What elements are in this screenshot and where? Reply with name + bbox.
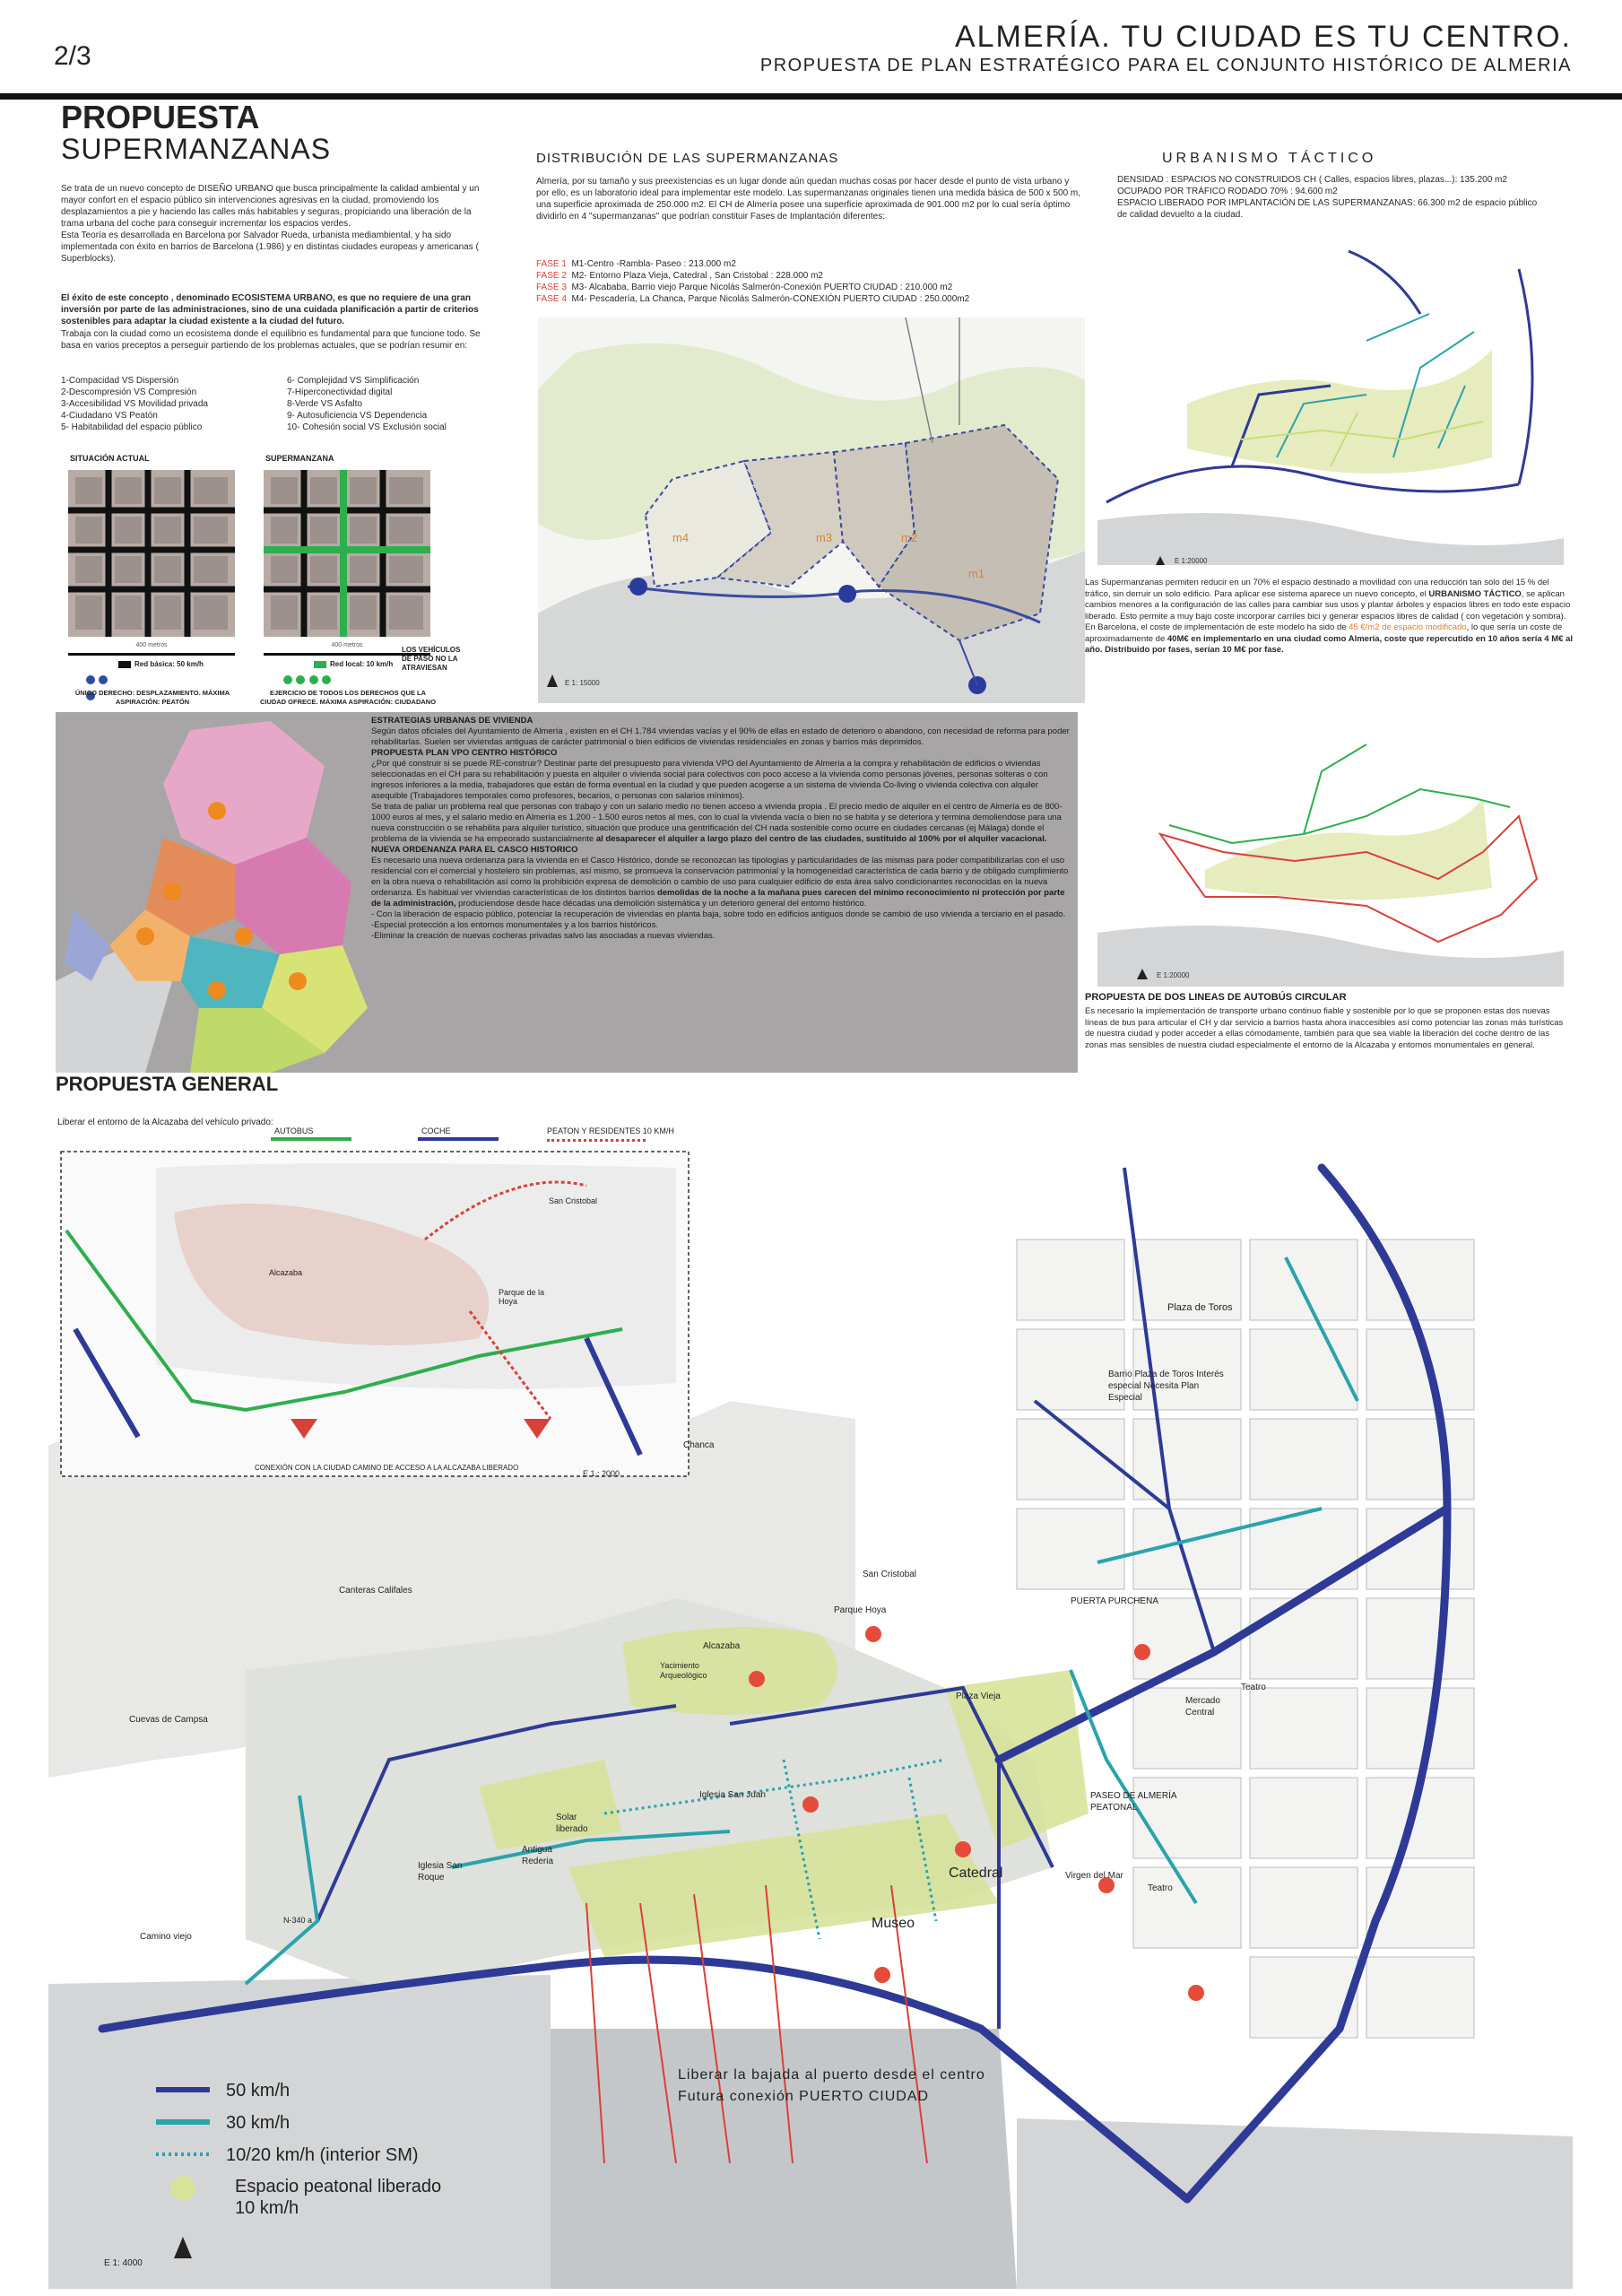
diagram-left-title: SITUACIÓN ACTUAL xyxy=(70,454,150,463)
label-catedral: Catedral xyxy=(949,1866,1003,1881)
label-canteras-califales: Canteras Califales xyxy=(339,1586,412,1596)
vivienda-p3-bold: al desaparecer el alquiler a largo plazo del centro de las ciudades, sustituido al 100% por el alquiler vacacional. xyxy=(595,834,1047,844)
inset-legend-autobus-line xyxy=(271,1137,351,1141)
principle-item: 3-Accesibilidad VS Movilidad privada xyxy=(61,399,208,409)
inset-legend-autobus: AUTOBUS xyxy=(274,1126,314,1135)
label-barrio-plaza-toros: Barrio Plaza de Toros Interés especial Necesita Plan Especial xyxy=(1108,1370,1224,1403)
vivienda-p2: ¿Por qué construir si se puede RE-construir? Destinar parte del presupuesto para vivienda VPO del Ayuntamiento de Almería a la compra y rehabilitación de edificios o viviendas seleccionadas en el CH para su rehabilitación y puesta en alquiler o vivienda social para colectivos con poco acceso a la vivienda como personas jóvenes, personas solteras o con ingresos inferiores a la media, trabajadores que están de forma eventual en la ciudad y que pueden acogerse a un sistema de vivienda Co-living o vivienda colectiva con alquiler asequible (Trabajadores temporales como profesores, becarios, o personas con salarios mínimos). xyxy=(371,759,1048,801)
label-n340: N-340 a xyxy=(283,1916,313,1925)
inset-label-san-cristobal: San Cristobal xyxy=(549,1196,598,1205)
principle-item: 9- Autosuficiencia VS Dependencia xyxy=(287,411,428,421)
grid-diagram-current xyxy=(68,470,235,637)
label-teatro-2: Teatro xyxy=(1148,1883,1173,1893)
vivienda-bullet: -Especial protección a los entornos monumentales y a los barrios históricos. xyxy=(371,920,658,930)
vivienda-h3: NUEVA ORDENANZA PARA EL CASCO HISTORICO xyxy=(371,845,578,855)
vivienda-h2: PROPUESTA PLAN VPO CENTRO HISTÓRICO xyxy=(371,748,558,758)
legend-50: 50 km/h xyxy=(226,2081,291,2100)
legend-peatonal: Espacio peatonal liberado 10 km/h xyxy=(235,2177,442,2218)
label-san-cristobal: San Cristobal xyxy=(863,1570,917,1579)
principles-right xyxy=(287,375,493,433)
urbanismo-text-b: , se aplican cambios menores a la configuración de las calles para cambiar sus usos y plantar árboles y espacios libres en todo este espacio liberado. Esto permite a muy bajo coste incorporar carriles bici y generar espacios libres de calidad ( con vegetación y sombra). En Barcelona, el coste de implementación de este modelo ha sido de xyxy=(1085,588,1571,632)
diagram-right-title: SUPERMANZANA xyxy=(265,454,334,463)
urbanismo-text-orange: 45 €/m2 de espacio modificado xyxy=(1349,622,1467,632)
bus-text: Es necesario la implementación de transporte urbano continuo fiable y sostenible por lo que se proponen estas dos nuevas líneas de bus para articular el CH y dar servicio a barrios hasta ahora inaccesibles así como potenciar las zonas más turísticas de nuestra ciudad y poder acceder a ellas cómodamente, también para que sea viable la liberación del coche dentro de las zonas mas sensibles de nuestra ciudad especialmente el entorno de la Alcazaba y entornos monumentales en general. xyxy=(1085,1006,1564,1050)
phase-list xyxy=(536,258,1083,305)
label-camino-viejo: Camino viejo xyxy=(140,1932,192,1942)
vivienda-p3-text: Se trata de paliar un problema real que personas con trabajo y con un salario medio no tienen acceso a vivienda propia . El precio medio de alquiler en el centro de Almería es de 800-1000 euros al mes, y el salario medio en Almería es 1.200 - 1.500 euros netos al mes, con lo cual la vivienda vacía o bien no se habita y se deteriora y termina demoliendose para una nueva construcción o se rehabilita para alquiler turístico, situación que produce una gentrificación del CH nada sostenible como ocurre en ciudades cercanas (ej Málaga) donde el problema de la vivienda se ha empeorado sustancialmente xyxy=(371,802,1063,844)
bus-scale: E 1:20000 xyxy=(1157,971,1190,979)
map-label-m1: m1 xyxy=(968,567,985,580)
principle-item: 5- Habitabilidad del espacio público xyxy=(61,422,203,432)
inset-legend-peaton: PEATON Y RESIDENTES 10 KM/H xyxy=(547,1126,674,1135)
map-label-m3: m3 xyxy=(816,531,833,544)
stat-line: ESPACIO LIBERADO POR IMPLANTACIÓN DE LAS SUPERMANZANAS: 66.300 m2 de espacio público de calidad devuelto a la ciudad. xyxy=(1117,198,1538,220)
page-subtitle: PROPUESTA DE PLAN ESTRATÉGICO PARA EL CONJUNTO HISTÓRICO DE ALMERIA xyxy=(759,56,1572,75)
map-label-m4: m4 xyxy=(672,531,690,544)
urbanismo-text xyxy=(1085,578,1573,657)
supermanzanas-intro: Se trata de un nuevo concepto de DISEÑO URBANO que busca principalmente la calidad ambiental y un mayor confort en el espacio público sin intervenciones agresivas en la ciudad, promoviendo los desplazamientos a pie y haciendo las calles más habitables y seguras, propiciando una liberación de la trama urbana del coche para conseguir incrementar los espacios verdes. Esta Teoría es desarrollada en Barcelona por Salvador Rueda, urbanista mediambiental, y ha sido implementada con éxito en barrios de Barcelona (1.986) y en distintas ciudades europeas y americanas ( Superblocks). xyxy=(61,184,480,264)
bus-lines-map xyxy=(1097,718,1564,987)
inset-legend-coche: COCHE xyxy=(421,1126,451,1135)
stat-line: OCUPADO POR TRÁFICO RODADO 70% : 94.600 m2 xyxy=(1117,187,1338,196)
principle-item: 2-Descompresión VS Compresión xyxy=(61,387,197,397)
caption-left: ÚNICO DERECHO: DESPLAZAMIENTO. MÁXIMA ASPIRACIÓN: PEATÓN xyxy=(74,689,230,706)
phase-item xyxy=(536,293,1083,305)
principle-item: 7-Hiperconectividad digital xyxy=(287,387,393,397)
urbanismo-title: URBANISMO TÁCTICO xyxy=(1162,151,1377,166)
map-label-m2: m2 xyxy=(901,531,918,544)
inset-legend-coche-line xyxy=(418,1137,499,1141)
label-mercado-central: Mercado Central xyxy=(1185,1696,1220,1718)
principle-item: 10- Cohesión social VS Exclusión social xyxy=(287,422,447,432)
principle-item: 4-Ciudadano VS Peatón xyxy=(61,411,158,421)
label-teatro: Teatro xyxy=(1241,1683,1266,1692)
principle-item: 1-Compacidad VS Dispersión xyxy=(61,376,179,386)
distribucion-title: DISTRIBUCIÓN DE LAS SUPERMANZANAS xyxy=(536,151,839,166)
phase-item xyxy=(536,282,1083,293)
urbanismo-text-c: , lo que sería un coste de aproximadamente de xyxy=(1085,622,1563,644)
propuesta-general-title: PROPUESTA GENERAL xyxy=(56,1073,279,1095)
section-title-propuesta: PROPUESTA xyxy=(61,99,260,135)
distribucion-scale: E 1: 15000 xyxy=(565,679,600,687)
phase-text: M1-Centro -Rambla- Paseo : 213.000 m2 xyxy=(571,259,736,269)
phase-text: M3- Alcababa, Barrio viejo Parque Nicolás Salmerón-Conexión PUERTO CIUDAD : 210.000 m2 xyxy=(571,283,953,292)
vivienda-p1: Según datos oficiales del Ayuntamiento de Almería , existen en el CH 1.784 viviendas vacías y el 90% de ellas en estado de deterioro o abandono, con necesidad de reforma para poder rehabilitarlas. Suelen ser viviendas antiguas de carácter patrimonial o bien edificios de viviendas residenciales en zonas y barrios más deprimidos. xyxy=(371,726,1070,747)
label-chanca: Chanca xyxy=(683,1440,715,1450)
phase-item xyxy=(536,270,1083,282)
label-museo: Museo xyxy=(872,1916,915,1931)
phase-label: FASE 1 xyxy=(536,259,567,269)
urbanismo-scale: E 1:20000 xyxy=(1175,557,1208,565)
label-alcazaba: Alcazaba xyxy=(703,1641,741,1651)
urbanismo-text-a: Las Supermanzanas permiten reducir en un 70% el espacio destinado a movilidad con una reducción tan solo del 15 % del tráfico, sin derruir un solo edificio. Para aplicar ese sistema aparece un nuevo concepto, el xyxy=(1085,578,1549,599)
principles-left xyxy=(61,375,276,433)
legend-swatch-black xyxy=(118,661,131,668)
inset-scale: E 1 : 2000 xyxy=(583,1469,620,1478)
label-antigua-rederia: Antigua Rederia xyxy=(522,1845,554,1866)
distribucion-text: Almería, por su tamaño y sus preexistencias es un lugar donde aún quedan muchas cosas por hacer desde el punto de vista urbano y por ello, es un laboratorio ideal para implementar este modelo. Las supermanzanas originales tienen una medida básica de 500 x 500 m, una superficie aproximada de 250.000 m2. El CH de Almería posee una superficie aproximada de 901.000 m2 por lo cual sería óptimo dividirlo en 4 "supermanzanas" que podrían constituir Fases de Implantación diferentes: xyxy=(536,177,1081,222)
scale-right: 400 metros xyxy=(331,642,363,648)
label-plaza-toros: Plaza de Toros xyxy=(1167,1302,1233,1313)
supermanzanas-para2: Trabaja con la ciudad como un ecosistema donde el equilibrio es fundamental para que funcione todo. Se basa en varios preceptos a perseguir partiendo de los problemas actuales, que se podrían resumir en: xyxy=(61,329,481,351)
supermanzanas-distribution-map xyxy=(538,317,1085,703)
phase-text: M4- Pescadería, La Chanca, Parque Nicolás Salmerón-CONEXIÓN PUERTO CIUDAD : 250.000m2 xyxy=(571,294,970,304)
page-title: ALMERÍA. TU CIUDAD ES TU CENTRO. xyxy=(954,20,1572,54)
label-solar-liberado: Solar liberado xyxy=(556,1813,588,1834)
label-iglesia-san-juan: Iglesia San Juan xyxy=(699,1790,766,1800)
general-scale: E 1: 4000 xyxy=(104,2258,143,2268)
label-virgen-del-mar: Virgen del Mar xyxy=(1065,1871,1123,1881)
port-note: Liberar la bajada al puerto desde el centro Futura conexión PUERTO CIUDAD xyxy=(678,2067,985,2104)
urbanismo-text-bold: URBANISMO TÁCTICO xyxy=(1428,588,1522,599)
principle-item: 8-Verde VS Asfalto xyxy=(287,399,362,409)
vivienda-p4-text: Es necesario una nueva ordenanza para la vivienda en el Casco Histórico, donde se reconozcan las tipologías y particularidades de las mismas para poder compatibilizarlas con el uso residencial con el comercial y hostelero sin problemas, así mismo, se promueva la conservación patrimonial y la homogeneidad característica de cada barrio y de obligado cumplimiento en la obra nueva o rehabilitación así como la prohibición expresa de demolición o cambio de uso para cualquier edificio de esta área salvo condicionantes reconocidas en la nueva ordenanza. Es habitual ver viviendas características de los distintos barrios xyxy=(371,856,1069,898)
inset-caption: CONEXIÓN CON LA CIUDAD CAMINO DE ACCESO A LA ALCAZABA LIBERADO xyxy=(255,1464,519,1472)
vivienda-map xyxy=(56,712,368,1073)
inset-label-alcazaba: Alcazaba xyxy=(269,1268,303,1277)
inset-legend-peaton-line xyxy=(547,1139,646,1142)
inset-note: Liberar el entorno de la Alcazaba del vehículo privado: xyxy=(57,1118,273,1127)
phase-text: M2- Entorno Plaza Vieja, Catedral , San Cristobal : 228.000 m2 xyxy=(571,271,823,281)
label-iglesia-san-roque: Iglesia San Roque xyxy=(418,1861,463,1883)
phase-item xyxy=(536,258,1083,270)
urbanismo-stats xyxy=(1117,174,1539,221)
phase-label: FASE 4 xyxy=(536,294,567,304)
vivienda-p4-end: produciendose desde hace décadas una demolición sistemática y un deterioro general del entorno histórico. xyxy=(458,899,867,909)
bus-title: PROPUESTA DE DOS LINEAS DE AUTOBÚS CIRCULAR xyxy=(1085,992,1347,1003)
grid-diagram-supermanzana xyxy=(264,470,430,637)
label-paseo-almeria: PASEO DE ALMERÍA PEATONAL xyxy=(1090,1791,1176,1813)
urbanismo-text-bold2: 40M€ en implementarlo en una ciudad como Almería, coste que repercutido en 10 años sería 4 M€ al año. Distribuido por fases, serían 10 M€ por fase. xyxy=(1085,633,1573,655)
phase-label: FASE 3 xyxy=(536,283,567,292)
vivienda-h1: ESTRATEGIAS URBANAS DE VIVIENDA xyxy=(371,716,533,726)
phase-label: FASE 2 xyxy=(536,271,567,281)
urbanismo-map xyxy=(1097,233,1564,565)
vivienda-text xyxy=(371,716,1071,942)
scale-left: 400 metros xyxy=(135,642,168,648)
scale-bar-left xyxy=(68,653,235,656)
inset-label-parque-hoya: Parque de la Hoya xyxy=(499,1288,545,1306)
label-parque-hoya: Parque Hoya xyxy=(834,1605,887,1615)
principle-item: 6- Complejidad VS Simplificación xyxy=(287,376,420,386)
vivienda-p4 xyxy=(371,856,1071,909)
legend-30: 30 km/h xyxy=(226,2113,291,2133)
legend-red-local: Red local: 10 km/h xyxy=(330,660,394,668)
page-number: 2/3 xyxy=(54,41,91,71)
legend-swatch-green xyxy=(314,661,326,668)
vivienda-p4-bold: demolidas de la noche a la mañana pues carecen del mínimo reconocimiento ni protección por parte de la administración, xyxy=(371,888,1065,909)
label-plaza-vieja: Plaza Vieja xyxy=(956,1692,1001,1701)
vehicle-icons-left xyxy=(86,673,118,683)
vivienda-bullet: -Eliminar la creación de nuevas cocheras privadas salvo las asociadas a nuevas viviendas. xyxy=(371,931,716,941)
legend-10-20: 10/20 km/h (interior SM) xyxy=(226,2145,419,2165)
vivienda-p3 xyxy=(371,802,1071,845)
vehicle-note: LOS VEHÍCULOS DE PASO NO LA ATRAVIESAN xyxy=(402,646,461,672)
caption-right: EJERCICIO DE TODOS LOS DERECHOS QUE LA CIUDAD OFRECE. MÁXIMA ASPIRACIÓN: CIUDADANO xyxy=(259,689,437,706)
label-yacimiento: Yacimiento Arqueológico xyxy=(660,1661,707,1680)
label-cuevas-campsa: Cuevas de Campsa xyxy=(129,1715,208,1725)
label-puerta-purchena: PUERTA PURCHENA xyxy=(1071,1596,1158,1606)
section-title-supermanzanas: SUPERMANZANAS xyxy=(61,133,332,165)
supermanzanas-bold: El éxito de este concepto , denominado ECOSISTEMA URBANO, es que no requiere de una gran inversión por parte de las administraciones, sino de una cuidada planificación a partir de criterios sostenibles para adaptar la ciudad existente a la ciudad del futuro. xyxy=(61,293,479,326)
vivienda-bullet: - Con la liberación de espacio público, potenciar la recuperación de viviendas en planta baja, sobre todo en edificios antiguos donde se cambió de uso vivienda a terciario en el pasado. xyxy=(371,909,1066,919)
legend-red-basica: Red básica: 50 km/h xyxy=(134,660,204,668)
stat-line: DENSIDAD : ESPACIOS NO CONSTRUIDOS CH ( Calles, espacios libres, plazas...): 135.200 m2 xyxy=(1117,175,1507,185)
vehicle-icons-right xyxy=(283,673,337,683)
